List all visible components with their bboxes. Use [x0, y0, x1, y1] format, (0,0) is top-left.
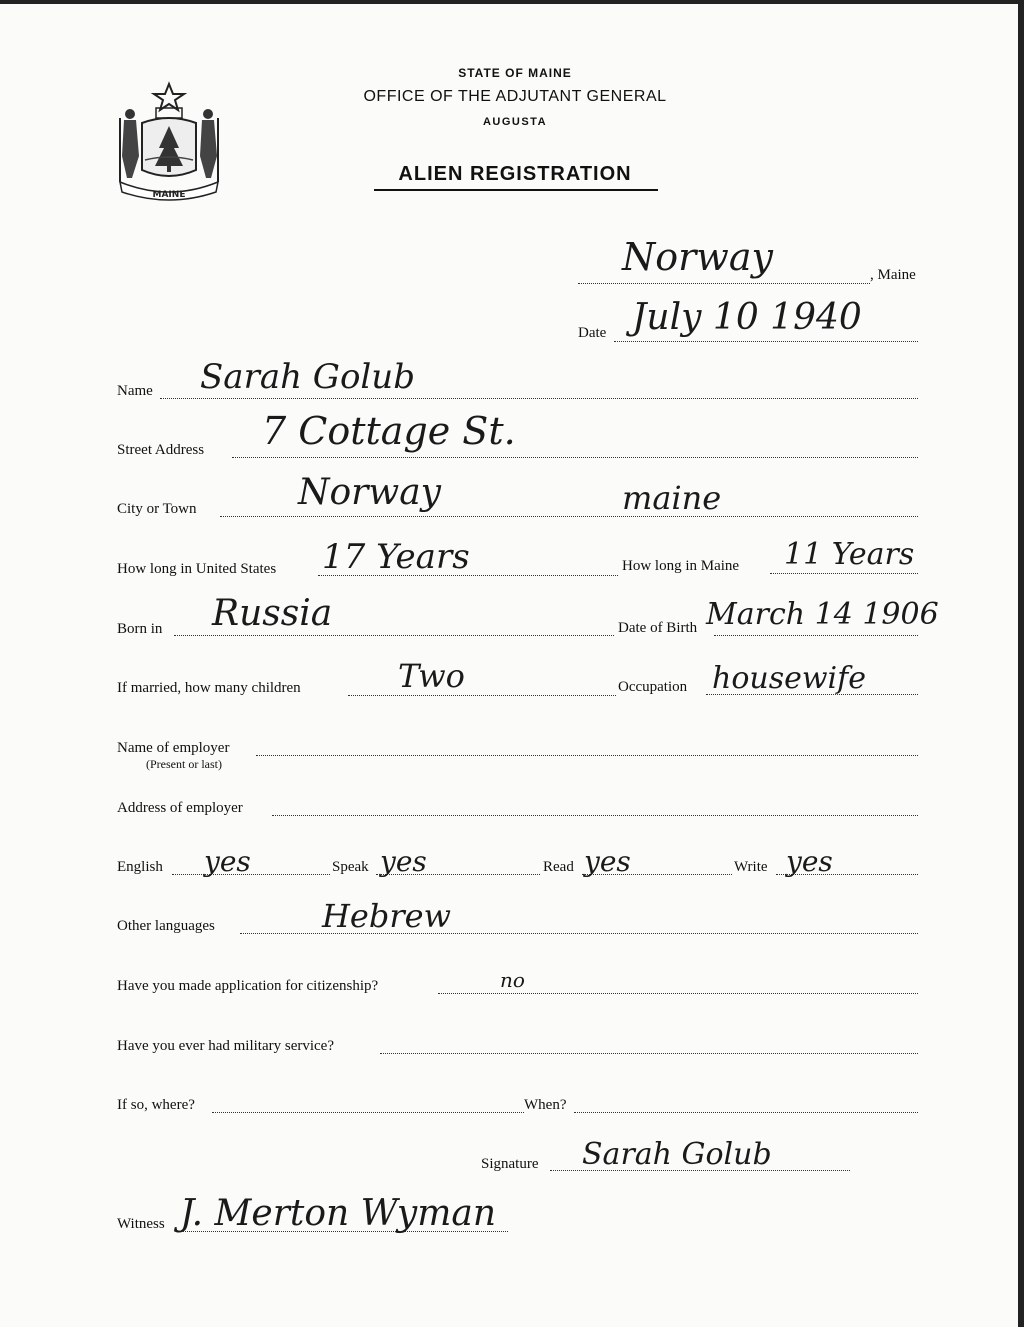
- other-languages-value: Hebrew: [322, 897, 451, 935]
- maine-state-seal-icon: [112, 78, 226, 206]
- occupation-label: Occupation: [618, 679, 688, 695]
- where-line: [212, 1112, 524, 1113]
- city-label: City or Town: [117, 501, 197, 517]
- english-value: yes: [204, 845, 251, 878]
- where-label: If so, where?: [117, 1097, 195, 1113]
- state-value: maine: [622, 479, 722, 517]
- signature-label: Signature: [481, 1156, 539, 1172]
- military-label: Have you ever had military service?: [117, 1038, 334, 1054]
- town-line: [578, 283, 870, 284]
- how-long-maine-label: How long in Maine: [622, 558, 740, 574]
- scan-border-right: [1018, 0, 1024, 1327]
- employer-line: [256, 755, 918, 756]
- signature-value: Sarah Golub: [582, 1137, 772, 1172]
- how-long-maine-line: [770, 573, 918, 574]
- form-title: ALIEN REGISTRATION: [398, 163, 632, 185]
- children-label: If married, how many children: [117, 680, 301, 696]
- children-line: [348, 695, 616, 696]
- citizenship-line: [438, 993, 918, 994]
- header-state: STATE OF MAINE: [458, 66, 572, 80]
- write-label: Write: [734, 859, 768, 875]
- seal-text: MAINE: [152, 190, 186, 200]
- born-value: Russia: [212, 593, 333, 634]
- english-label: English: [117, 859, 163, 875]
- citizenship-label: Have you made application for citizenship?: [117, 978, 379, 994]
- city-line: [220, 516, 918, 517]
- name-value: Sarah Golub: [200, 357, 415, 397]
- employer-address-line: [272, 815, 918, 816]
- employer-address-label: Address of employer: [117, 800, 243, 816]
- speak-value: yes: [380, 845, 427, 878]
- header-office: OFFICE OF THE ADJUTANT GENERAL: [363, 88, 667, 105]
- read-label: Read: [543, 859, 574, 875]
- dob-line: [714, 635, 918, 636]
- how-long-us-value: 17 Years: [322, 537, 470, 577]
- read-value: yes: [584, 845, 631, 878]
- dob-value: March 14 1906: [706, 597, 939, 632]
- scan-border-top: [0, 0, 1024, 4]
- street-address-value: 7 Cottage St.: [262, 409, 516, 453]
- name-line: [160, 398, 918, 399]
- children-value: Two: [398, 657, 465, 695]
- other-languages-label: Other languages: [117, 918, 215, 934]
- employer-label: Name of employer: [117, 740, 230, 756]
- citizenship-value: no: [500, 968, 525, 992]
- speak-label: Speak: [332, 859, 369, 875]
- city-value: Norway: [298, 472, 441, 513]
- when-label: When?: [524, 1097, 567, 1113]
- witness-value: J. Merton Wyman: [180, 1193, 497, 1234]
- occupation-value: housewife: [712, 661, 866, 696]
- maine-label: , Maine: [870, 267, 916, 283]
- how-long-us-label: How long in United States: [117, 561, 277, 577]
- title-underline: [374, 189, 658, 191]
- english-line: [172, 874, 330, 875]
- witness-label: Witness: [117, 1216, 165, 1232]
- born-label: Born in: [117, 621, 163, 637]
- born-line: [174, 635, 614, 636]
- military-line: [380, 1053, 918, 1054]
- how-long-maine-value: 11 Years: [784, 537, 915, 572]
- street-address-label: Street Address: [117, 442, 205, 458]
- header-city: AUGUSTA: [482, 116, 548, 128]
- date-label: Date: [578, 325, 607, 341]
- date-value: July 10 1940: [632, 297, 862, 338]
- when-line: [574, 1112, 918, 1113]
- street-address-line: [232, 457, 918, 458]
- name-label: Name: [117, 383, 153, 399]
- dob-label: Date of Birth: [618, 620, 698, 636]
- town-value: Norway: [622, 235, 773, 279]
- write-value: yes: [786, 845, 833, 878]
- employer-sublabel: (Present or last): [146, 757, 222, 771]
- date-line: [614, 341, 918, 342]
